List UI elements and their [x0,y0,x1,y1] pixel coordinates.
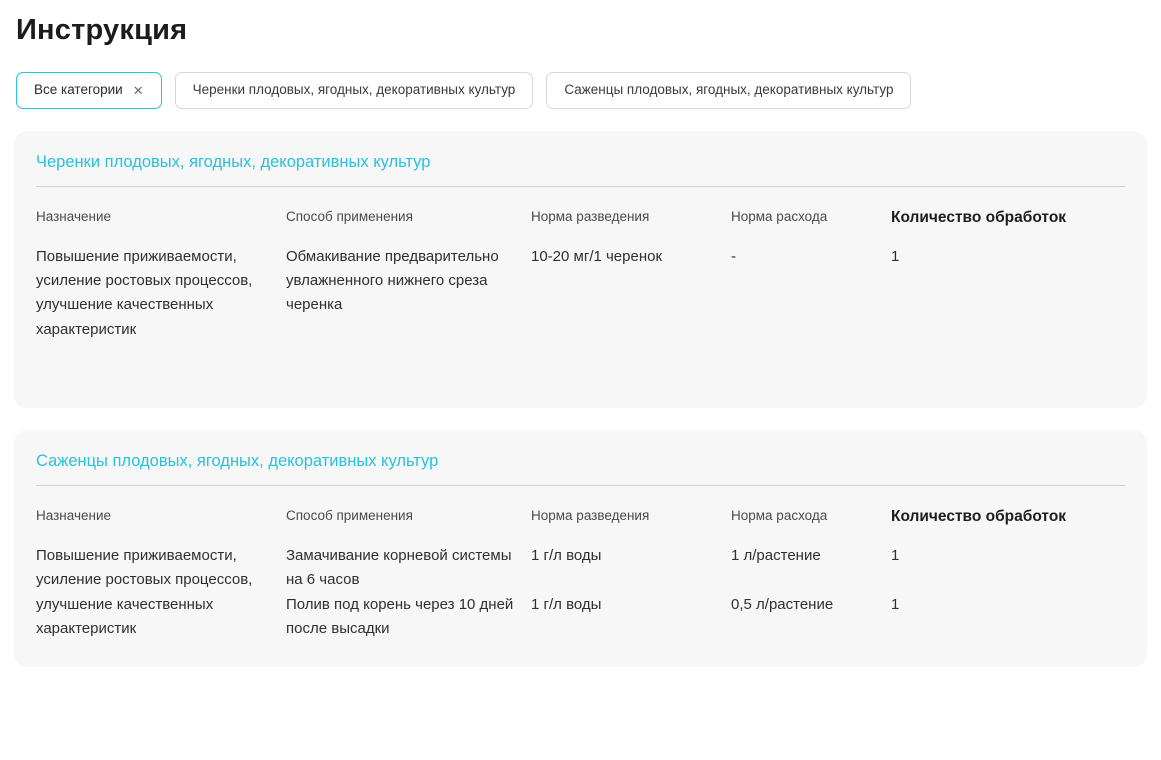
column-header-dilution: Норма разведения [531,508,650,524]
card-bottom-spacer [36,342,1125,382]
column-header-method: Способ применения [286,208,413,224]
section-card-cuttings [14,131,1147,408]
cell-dilution: 1 г/л воды [531,547,602,565]
column-header-method: Способ применения [286,508,413,524]
table-row [36,245,1125,342]
cell-method: Замачивание корневой системы на 6 часов [286,547,512,589]
filter-chip-cuttings[interactable] [175,72,534,109]
cell-treatments: 1 [891,595,900,613]
table-row [36,544,1125,593]
cell-purpose: Повышение приживаемости, усиление ростовых процессов, улучшение качественных характеристик [36,547,253,637]
cell-dilution: 10-20 мг/1 черенок [531,247,663,265]
cell-consumption: - [731,247,736,265]
filter-chip-seedlings[interactable] [546,72,911,109]
instruction-table-cuttings [36,187,1125,342]
column-header-treatments: Количество обработок [891,208,1067,226]
cell-consumption: 0,5 л/растение [731,595,834,613]
cell-method: Обмакивание предварительно увлажненного нижнего среза черенка [286,247,499,314]
cell-method: Полив под корень через 10 дней после высадки [286,595,514,637]
filter-chip-all-categories-label: Все категории [34,82,123,97]
column-header-treatments: Количество обработок [891,508,1067,526]
cell-dilution: 1 г/л воды [531,595,602,613]
instruction-page [0,14,1161,667]
instruction-table-seedlings [36,486,1125,641]
page-title: Инструкция [16,14,188,46]
cell-treatments: 1 [891,547,900,565]
column-header-purpose: Назначение [36,208,112,224]
cell-purpose: Повышение приживаемости, усиление ростовых процессов, улучшение качественных характеристик [36,247,253,338]
column-header-purpose: Назначение [36,508,112,524]
column-header-dilution: Норма разведения [531,208,650,224]
section-title-cuttings: Черенки плодовых, ягодных, декоративных культур [36,153,1125,187]
filter-chip-seedlings-label: Саженцы плодовых, ягодных, декоративных культур [564,82,894,97]
table-header-row [36,187,1125,245]
column-header-consumption: Норма расхода [731,508,828,524]
cell-treatments: 1 [891,247,900,265]
cell-consumption: 1 л/растение [731,547,821,565]
close-icon[interactable]: ✕ [132,82,144,98]
filter-chip-cuttings-label: Черенки плодовых, ягодных, декоративных культур [192,82,516,97]
table-header-row [36,486,1125,544]
column-header-consumption: Норма расхода [731,208,828,224]
section-title-seedlings: Саженцы плодовых, ягодных, декоративных культур [36,452,1125,486]
section-card-seedlings [14,430,1147,667]
filter-chip-all-categories[interactable] [16,72,162,109]
category-filter-bar [16,72,1147,109]
